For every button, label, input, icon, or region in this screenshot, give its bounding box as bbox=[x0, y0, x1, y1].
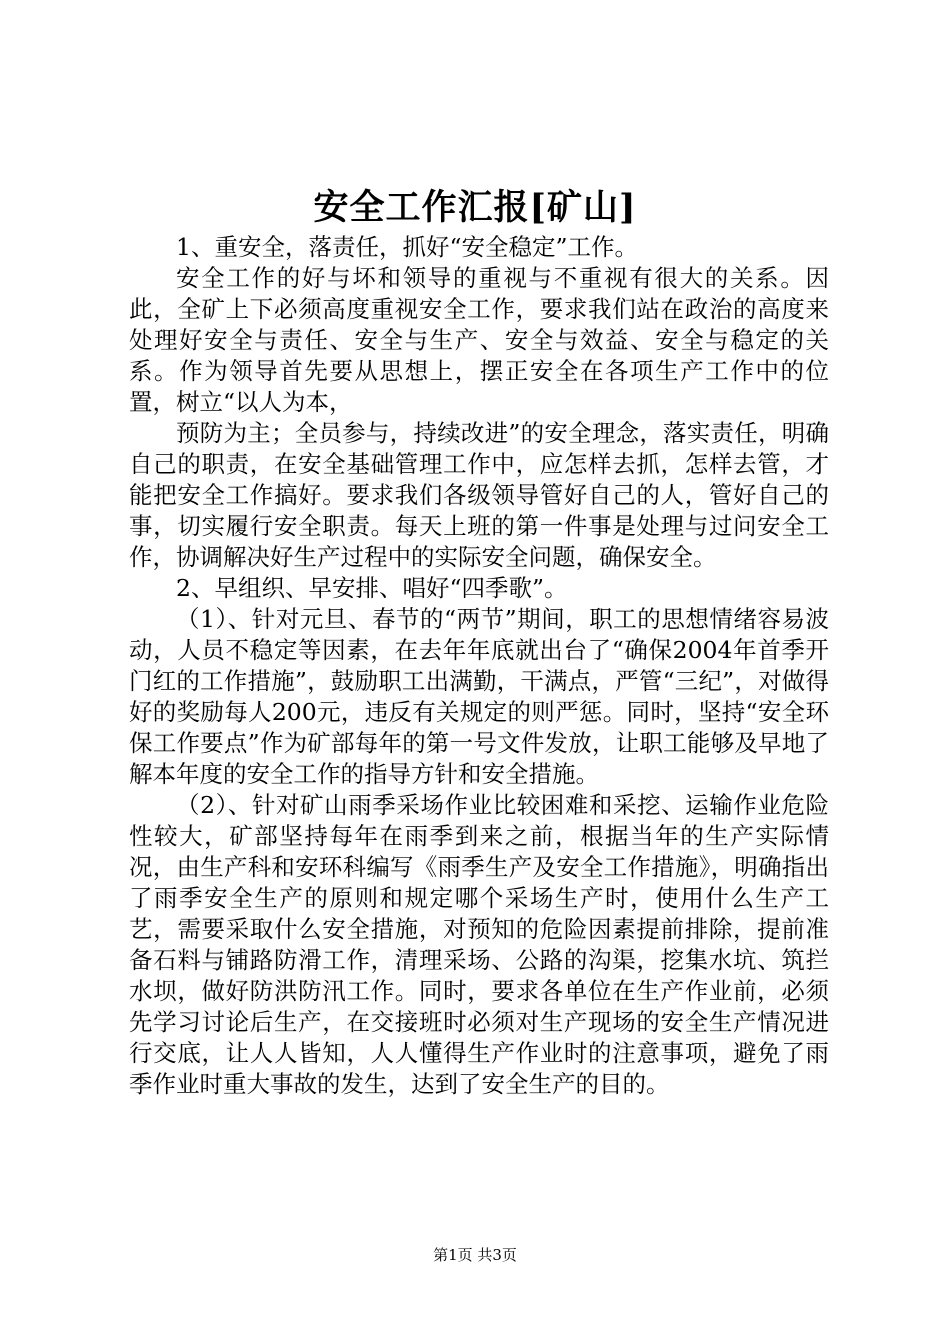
document-body bbox=[129, 232, 829, 1100]
paragraph-safety-leadership: 安全工作的好与坏和领导的重视与不重视有很大的关系。因此，全矿上下必须高度重视安全工作，要求我们站在政治的高度来处理好安全与责任、安全与生产、安全与效益、安全与稳定的关系。作为领导首先要从思想上，摆正安全在各项生产工作中的位置，树立“以人为本， bbox=[129, 264, 829, 416]
paragraph-section-2-heading: 2、早组织、早安排、唱好“四季歌”。 bbox=[176, 574, 568, 602]
page-footer: 第1页 共3页 bbox=[433, 1246, 517, 1264]
document-title: 安全工作汇报[矿山] bbox=[313, 187, 637, 228]
paragraph-holiday-measures: （1）、针对元旦、春节的“两节”期间，职工的思想情绪容易波动，人员不稳定等因素，在去年年底就出台了“确保2004年首季开门红的工作措施”，鼓励职工出满勤，干满点，严管“三纪”，对做得好的奖励每人200元，违反有关规定的则严惩。同时，坚持“安全环保工作要点”作为矿部每年的第一号文件发放，让职工能够及早地了解本年度的安全工作的指导方针和安全措施。 bbox=[129, 605, 829, 788]
paragraph-safety-responsibility: 预防为主；全员参与，持续改进”的安全理念，落实责任，明确自己的职责，在安全基础管理工作中，应怎样去抓，怎样去管，才能把安全工作搞好。要求我们各级领导管好自己的人，管好自己的事，切实履行安全职责。每天上班的第一件事是处理与过问安全工作，协调解决好生产过程中的实际安全问题，确保安全。 bbox=[129, 419, 829, 571]
paragraph-section-1-heading: 1、重安全，落责任，抓好“安全稳定”工作。 bbox=[176, 233, 638, 261]
paragraph-rainy-season-measures: （2）、针对矿山雨季采场作业比较困难和采挖、运输作业危险性较大，矿部坚持每年在雨季到来之前，根据当年的生产实际情况，由生产科和安环科编写《雨季生产及安全工作措施》，明确指出了雨季安全生产的原则和规定哪个采场生产时，使用什么生产工艺，需要采取什么安全措施，对预知的危险因素提前排除，提前准备石料与铺路防滑工作，清理采场、公路的沟渠，挖集水坑、筑拦水坝，做好防洪防汛工作。同时，要求各单位在生产作业前，必须先学习讨论后生产，在交接班时必须对生产现场的安全生产情况进行交底，让人人皆知，人人懂得生产作业时的注意事项，避免了雨季作业时重大事故的发生，达到了安全生产的目的。 bbox=[129, 791, 829, 1098]
